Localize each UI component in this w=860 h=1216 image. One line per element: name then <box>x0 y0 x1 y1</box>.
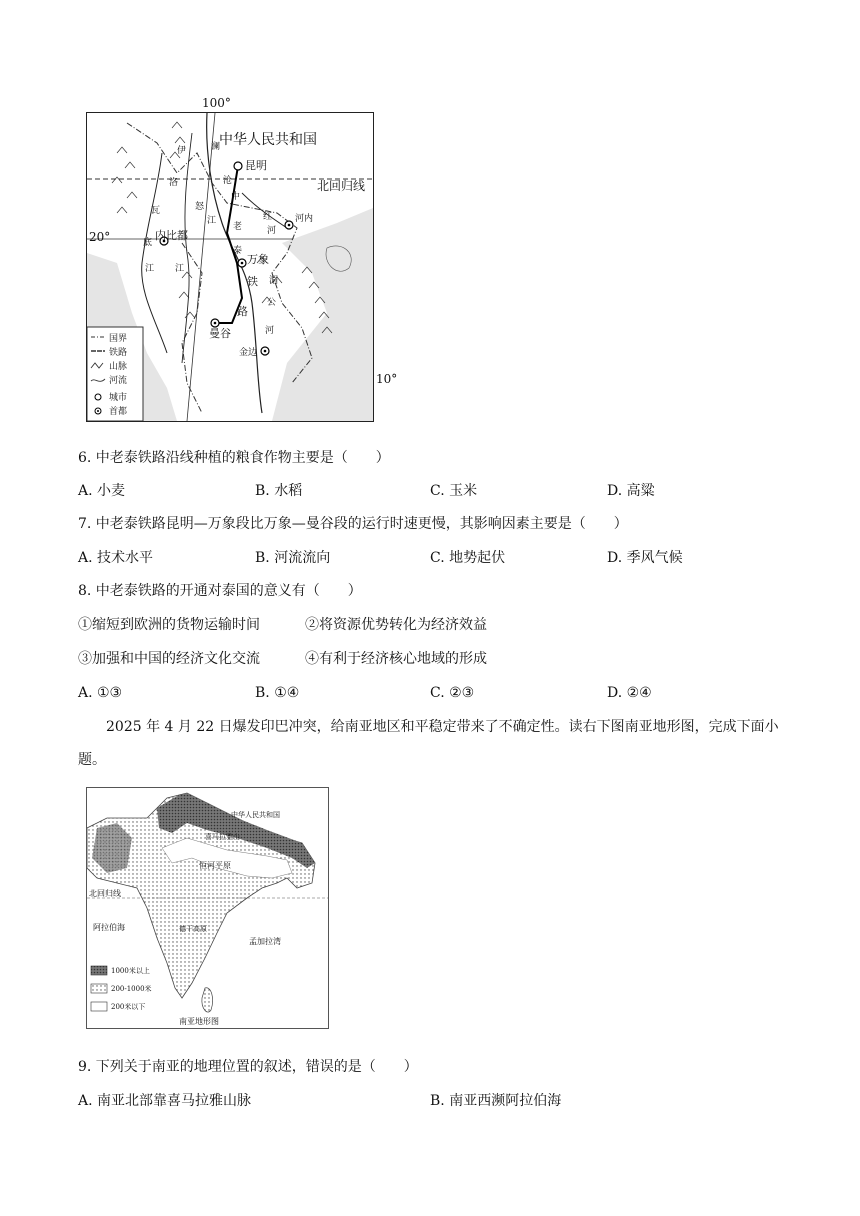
south-asia-passage: 2025 年 4 月 22 日爆发印巴冲突，给南亚地区和平稳定带来了不确定性。读右下图南亚地形图，完成下面小题。 <box>78 719 779 768</box>
river-salween-1: 怒 <box>195 202 205 212</box>
river-irrawaddy-4: 底 <box>143 238 153 248</box>
q8-option-b: B. ①④ <box>255 685 300 701</box>
q8-statement-4: ④有利于经济核心地域的形成 <box>305 651 487 667</box>
q6-option-a: A. 小麦 <box>78 483 126 499</box>
city-vientiane: 万象 <box>247 253 269 266</box>
longitude-100-label: 100° <box>202 96 231 110</box>
railway-char-2: 老 <box>233 222 243 232</box>
south-asia-terrain-map <box>86 787 329 1029</box>
q7-option-d: D. 季风气候 <box>607 550 683 566</box>
railway-char-5: 路 <box>237 305 248 318</box>
question-8-stem: 8. 中老泰铁路的开通对泰国的意义有（ ） <box>78 583 362 599</box>
city-naypyidaw: 内比都 <box>155 229 188 242</box>
map2-legend-low: 200米以下 <box>111 1003 146 1011</box>
river-irrawaddy-5: 江 <box>145 264 155 274</box>
map2-label-china: 中华人民共和国 <box>231 811 280 819</box>
map2-legend-mid: 200-1000米 <box>111 985 152 993</box>
q8-statement-2: ②将资源优势转化为经济效益 <box>305 617 487 633</box>
map2-label-tropic: 北回归线 <box>89 889 121 898</box>
q8-option-d: D. ②④ <box>607 685 652 701</box>
river-irrawaddy-2: 洛 <box>169 178 179 188</box>
river-mekong-1: 湄 <box>269 276 279 286</box>
river-mekong-3: 河 <box>265 326 275 336</box>
river-lancang-3: 江 <box>207 216 217 226</box>
legend-mountain: 山脉 <box>109 362 128 372</box>
q8-statement-1: ①缩短到欧洲的货物运输时间 <box>78 617 260 633</box>
q7-option-b: B. 河流流向 <box>255 550 331 566</box>
q7-option-c: C. 地势起伏 <box>430 550 506 566</box>
railway-char-1: 中 <box>231 192 241 202</box>
map2-label-deccan: 德干高原 <box>179 925 207 933</box>
q7-option-a: A. 技术水平 <box>78 550 154 566</box>
q9-option-a: A. 南亚北部靠喜马拉雅山脉 <box>78 1093 252 1109</box>
river-red-1: 红 <box>263 212 273 222</box>
river-mekong-2: 公 <box>267 298 277 308</box>
legend-border: 国界 <box>109 334 128 344</box>
map2-caption: 南亚地形图 <box>179 1017 219 1026</box>
question-7-stem: 7. 中老泰铁路昆明—万象段比万象—曼谷段的运行时速更慢，其影响因素主要是（ ） <box>78 516 628 532</box>
lat10-label: 10° <box>376 372 398 386</box>
q8-option-c: C. ②③ <box>430 685 475 701</box>
river-lancang-1: 澜 <box>211 142 221 152</box>
river-irrawaddy-3: 瓦 <box>151 206 161 216</box>
river-salween-2: 江 <box>175 264 185 274</box>
railway-char-3: 泰 <box>233 246 243 256</box>
q9-option-b: B. 南亚西濒阿拉伯海 <box>430 1093 562 1109</box>
q6-option-c: C. 玉米 <box>430 483 478 499</box>
q6-option-d: D. 高粱 <box>607 483 655 499</box>
city-hanoi: 河内 <box>295 214 314 224</box>
map1-graphics <box>87 113 373 421</box>
question-9-stem: 9. 下列关于南亚的地理位置的叙述，错误的是（ ） <box>78 1059 418 1075</box>
country-label: 中华人民共和国 <box>219 132 317 148</box>
q8-statement-3: ③加强和中国的经济文化交流 <box>78 651 260 667</box>
indochina-railway-map <box>86 112 374 422</box>
city-bangkok: 曼谷 <box>209 327 231 340</box>
city-phnompenh: 金边 <box>239 348 258 358</box>
river-red-2: 河 <box>267 226 277 236</box>
river-irrawaddy-1: 伊 <box>177 146 187 156</box>
legend-city: 城市 <box>109 393 128 403</box>
tropic-label: 北回归线 <box>317 179 366 193</box>
legend-railway: 铁路 <box>109 348 128 358</box>
map2-legend-high: 1000米以上 <box>111 967 150 975</box>
railway-char-4: 铁 <box>247 275 258 288</box>
map2-label-himalaya: 喜马拉雅山 <box>205 833 240 841</box>
map2-label-bay-of-bengal: 孟加拉湾 <box>249 937 281 946</box>
question-6-stem: 6. 中老泰铁路沿线种植的粮食作物主要是（ ） <box>78 450 390 466</box>
q8-option-a: A. ①③ <box>78 685 123 701</box>
legend-capital: 首都 <box>109 407 128 417</box>
city-kunming: 昆明 <box>245 159 267 172</box>
legend-river: 河流 <box>109 376 128 386</box>
river-lancang-2: 沧 <box>223 176 233 186</box>
lat20-label: 20° <box>89 230 111 244</box>
map2-label-arabian-sea: 阿拉伯海 <box>93 923 125 932</box>
map2-label-ganges-plain: 恒河平原 <box>199 861 231 870</box>
q6-option-b: B. 水稻 <box>255 483 303 499</box>
